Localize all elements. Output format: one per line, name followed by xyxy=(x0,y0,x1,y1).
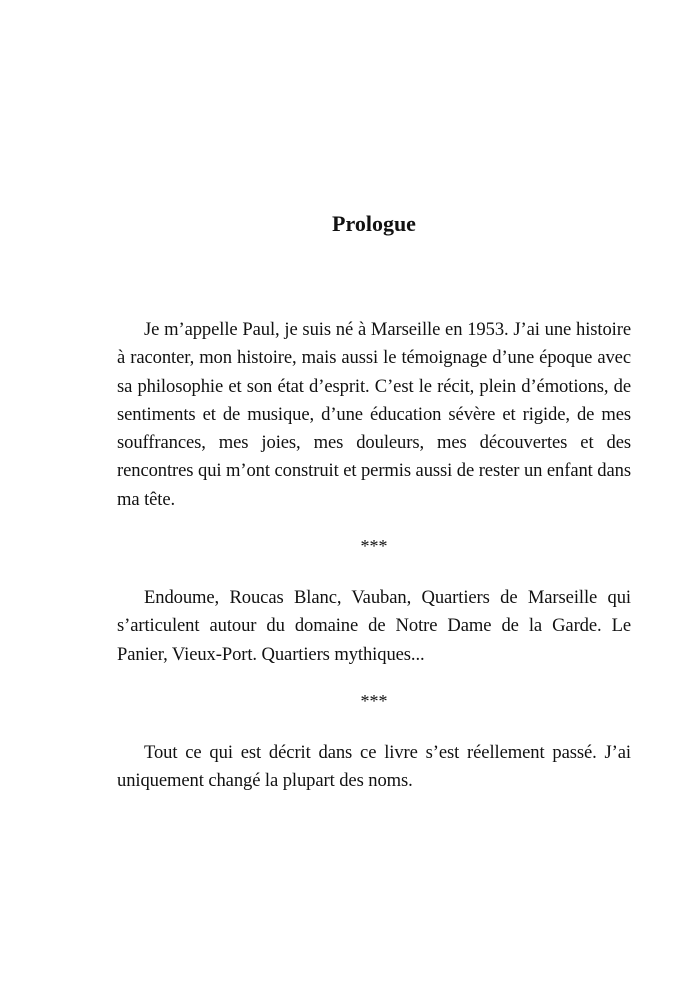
section-separator: *** xyxy=(360,691,388,711)
paragraph-quartiers: Endoume, Roucas Blanc, Vauban, Quartiers de Marseille qui s’articulent autour du domaine de Notre Dame de la Garde. Le Panier, Vieux-Port. Quartiers mythiques... xyxy=(117,587,631,665)
book-page xyxy=(117,0,631,992)
section-separator: *** xyxy=(360,536,388,556)
paragraph-intro: Je m’appelle Paul, je suis né à Marseille en 1953. J’ai une histoire à raconter, mon histoire, mais aussi le témoignage d’une époque avec sa philosophie et son état d’esprit. C’est le récit, plein d’émotions, de sentiments et de musique, d’une éducation sévère et rigide, de mes souffrances, mes joies, mes douleurs, mes découvertes et des rencontres qui m’ont construit et permis aussi de rester un enfant dans ma tête. xyxy=(117,319,631,510)
paragraph-disclaimer: Tout ce qui est décrit dans ce livre s’est réellement passé. J’ai uniquement changé la plupart des noms. xyxy=(117,742,631,792)
chapter-title: Prologue xyxy=(332,211,416,236)
